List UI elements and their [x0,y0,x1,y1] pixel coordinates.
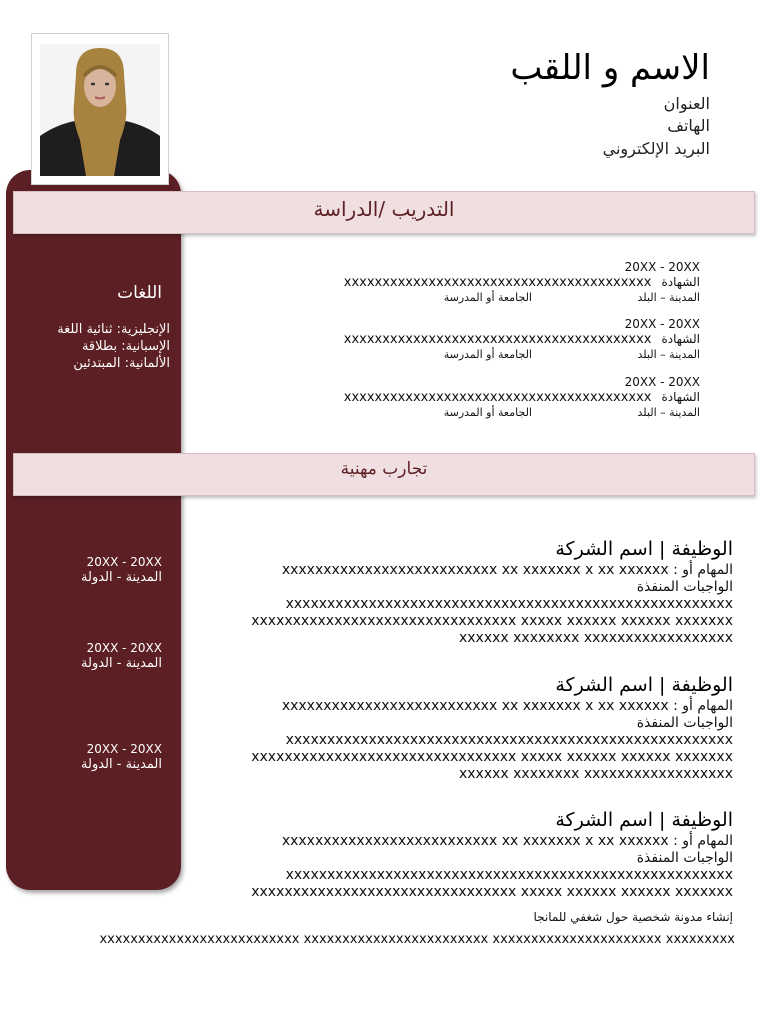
candidate-name: الاسم و اللقب [510,48,710,88]
education-degree [344,332,700,347]
job-tasks: المهام أو : xxxxxxxxxxxxxxxxxxxxxxxxxx xx xxxxxxx x xx xxxxxx [281,833,733,849]
education-detail: xxxxxxxxxxxxxxxxxxxxxxxxxxxxxxxxxxxxxxxx [343,390,652,405]
period-date: 20XX - 20XX [86,742,162,756]
hobby-note: إنشاء مدونة شخصية حول شغفي للمانجا [533,910,733,924]
phone-line: الهاتف [667,116,710,135]
job-detail-line: xxxxxxxxxxxxxxxxxxxxxxxxxxxxxxxx xxxxx xxxxxx xxxxxx xxxxxxx [251,884,733,900]
job-detail-line: xxxxxxxxxxxxxxxxxxxxxxxxxxxxxxxx xxxxx xxxxxx xxxxxx xxxxxxx [251,613,733,629]
job-title: الوظيفة | اسم الشركة [555,674,733,696]
job-duties: الواجبات المنفذة [636,715,733,731]
job-tasks: المهام أو : xxxxxxxxxxxxxxxxxxxxxxxxxx xx xxxxxxx x xx xxxxxx [281,698,733,714]
person-photo-icon [40,44,160,176]
education-degree [344,390,700,405]
education-school: الجامعة أو المدرسة [443,291,532,304]
job-title: الوظيفة | اسم الشركة [555,538,733,560]
period-place: المدينة - الدولة [81,757,162,772]
email-line: البريد الإلكتروني [602,139,710,158]
job-detail-line: xxxxxxxxxxxxxxxxxxxxxxxxxxxxxxxxxxxxxxxxxxxxxxxxxxxxxx [285,596,733,612]
education-detail: xxxxxxxxxxxxxxxxxxxxxxxxxxxxxxxxxxxxxxxx [343,332,652,347]
language-item: الإنجليزية: ثنائية اللغة [57,322,170,337]
experience-section-header [13,453,755,496]
education-city: المدينة – البلد [637,348,700,361]
job-duties: الواجبات المنفذة [636,850,733,866]
education-city: المدينة – البلد [637,406,700,419]
sidebar-panel [6,170,181,890]
period-place: المدينة - الدولة [81,656,162,671]
period-place: المدينة - الدولة [81,570,162,585]
job-detail-line: xxxxxx xxxxxxxx xxxxxxxxxxxxxxxxxx [458,630,733,646]
languages-title: اللغات [117,283,162,303]
education-degree [344,275,700,290]
job-duties: الواجبات المنفذة [636,579,733,595]
hobby-detail-line: xxxxxxxxxxxxxxxxxxxxxxxxxx xxxxxxxxxxxxxxxxxxxxxxxx xxxxxxxxxxxxxxxxxxxxxx xxxxxxxxx [99,932,735,947]
job-detail-line: xxxxxxxxxxxxxxxxxxxxxxxxxxxxxxxx xxxxx xxxxxx xxxxxx xxxxxxx [251,749,733,765]
education-school: الجامعة أو المدرسة [443,348,532,361]
job-detail-line: xxxxxx xxxxxxxx xxxxxxxxxxxxxxxxxx [458,766,733,782]
education-degree-label: الشهادة [661,332,700,346]
experience-section-title: تجارب مهنية [340,459,428,479]
education-degree-label: الشهادة [661,390,700,404]
job-detail-line: xxxxxxxxxxxxxxxxxxxxxxxxxxxxxxxxxxxxxxxxxxxxxxxxxxxxxx [285,732,733,748]
job-title: الوظيفة | اسم الشركة [555,809,733,831]
job-detail-line: xxxxxxxxxxxxxxxxxxxxxxxxxxxxxxxxxxxxxxxxxxxxxxxxxxxxxx [285,867,733,883]
education-city: المدينة – البلد [637,291,700,304]
education-detail: xxxxxxxxxxxxxxxxxxxxxxxxxxxxxxxxxxxxxxxx [343,275,652,290]
profile-photo [31,33,169,185]
education-date: 20XX - 20XX [624,260,700,274]
address-line: العنوان [663,94,710,113]
period-date: 20XX - 20XX [86,641,162,655]
education-section-header [13,191,755,234]
job-tasks: المهام أو : xxxxxxxxxxxxxxxxxxxxxxxxxx xx xxxxxxx x xx xxxxxx [281,562,733,578]
language-item: الإسبانية: بطلاقة [81,339,170,354]
education-school: الجامعة أو المدرسة [443,406,532,419]
education-section-title: التدريب /الدراسة [313,197,455,221]
education-date: 20XX - 20XX [624,317,700,331]
education-degree-label: الشهادة [661,275,700,289]
period-date: 20XX - 20XX [86,555,162,569]
education-date: 20XX - 20XX [624,375,700,389]
language-item: الألمانية: المبتدئين [73,356,170,371]
